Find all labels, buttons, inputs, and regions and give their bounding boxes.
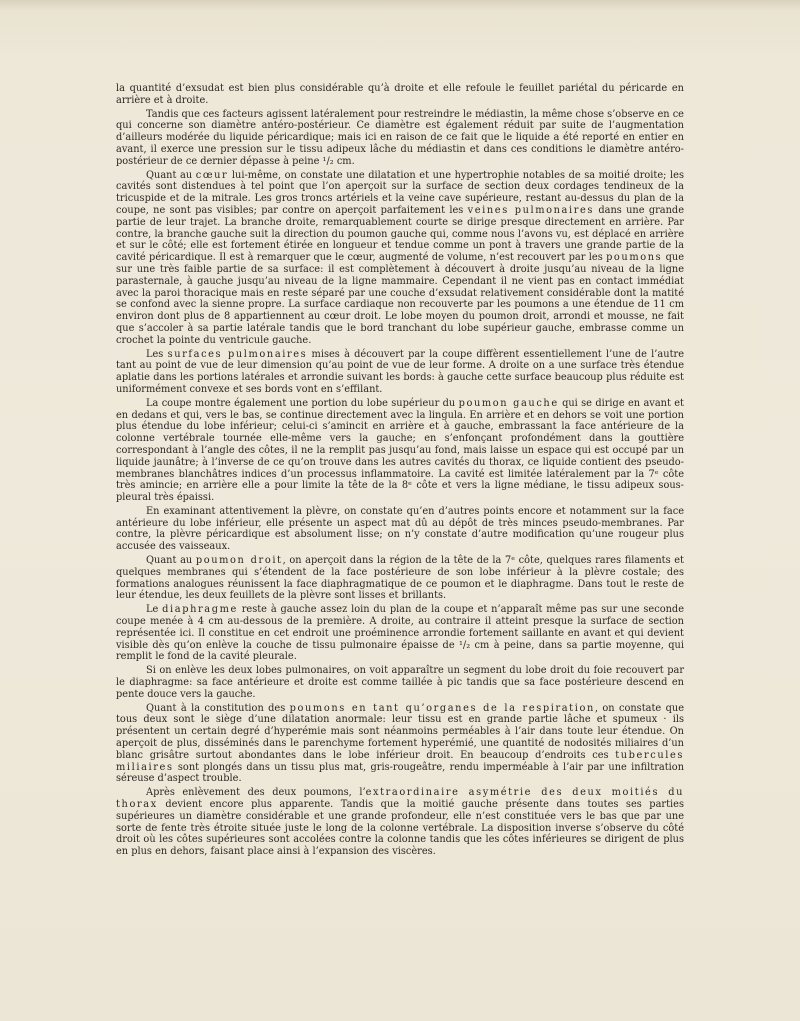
body-text — [116, 83, 684, 858]
paragraph-text: lui-même, on constate une dilatation et une hypertrophie notables de sa moitié droite; les cavités sont distendues à tel point que l’on aperçoit sur la surface de section deux cordages tendineux de la tricuspide et de la mitrale. Les gros troncs artériels et la veine cave supérieure, restant au-dessus du plan de la coupe, ne sont pas visibles; par contre on aperçoit parfaitement les — [116, 169, 685, 216]
paragraph-p9 — [116, 665, 684, 700]
spaced-emphasis-text: veines pulmonaires — [467, 204, 595, 216]
paragraph-text: Quant au — [146, 169, 196, 181]
paragraph-text: mises à découvert par la coupe diffèrent essentiellement l’une de l’autre tant au point de vue de leur dimension qu’au point de vue de leur forme. A droite on a une surface très étendue aplatie dans les portions latérales et arrondie suivant les bords: à gauche cette surface beaucoup plus réduite est uniformément convexe et ses bords vont en s’effilant. — [116, 348, 684, 395]
spaced-emphasis-text: poumon droit — [195, 555, 283, 567]
spaced-emphasis-text: cœur — [195, 169, 229, 181]
spaced-emphasis-text: poumon gauche — [458, 397, 559, 409]
paragraph-text: devient encore plus apparente. Tandis que la moitié gauche présente dans toutes ses parties supérieures un diamètre considérable et une grande profondeur, elle n’est constituée vers le bas que par une sorte de fente très étroite située juste le long de la colonne vertébrale. La disposition inverse s’observe du côté droit où les côtes supérieures sont accolées contre la colonne tandis que les côtes inférieures se dirigent de plus en plus en dehors, faisant place ainsi à l’expansion des viscères. — [116, 799, 684, 858]
paragraph-text: , on constate que tous deux sont le siège d’une dilatation anormale: leur tissu est en grande partie lâche et spumeux · ils présentent un certain degré d’hyperémie mais sont néanmoins perméables à l’air dans toute leur étendue. On aperçoit de plus, disséminés dans le parenchyme fortement hyperémié, une quantité de nodosités miliaires d’un blanc grisâtre surtout abondantes dans le lobe inférieur droit. En beaucoup d’endroits ces — [116, 702, 685, 761]
spaced-emphasis-text: poumons — [606, 252, 663, 264]
paragraph-p1 — [116, 83, 684, 107]
spaced-emphasis-text: tubercules miliaires — [116, 749, 684, 773]
spaced-emphasis-text: surfaces pulmonaires — [167, 348, 308, 360]
paragraph-p11 — [116, 787, 684, 858]
paragraph-p2 — [116, 109, 684, 168]
paragraph-p4 — [116, 349, 684, 396]
page-top-edge — [0, 0, 800, 10]
paragraph-p10 — [116, 703, 684, 786]
paragraph-text: reste à gauche assez loin du plan de la coupe et n’apparaît même pas sur une seconde coupe menée à 4 cm au-dessous de la première. A droite, au contraire il atteint presque la surface de section représentée ici. Il constitue en cet endroit une proéminence arrondie fortement saillante en avant et qui devient visible dès qu’on enlève la couche de tissu pulmonaire épaisse de ¹/₂ cm à peine, dans sa partie moyenne, qui remplit le fond de la cavité pleurale. — [116, 604, 684, 663]
spaced-emphasis-text: diaphragme — [162, 604, 238, 616]
paragraph-text: Tandis que ces facteurs agissent latéralement pour restreindre le médiastin, la même chose s’observe en ce qui concerne son diamètre antéro-postérieur. Ce diamètre est également réduit par suite de l’augmentation d’ailleurs modérée du liquide péricardique; mais ici en raison de ce fait que le liquide a été reporté en entier en avant, il exerce une pression sur le tissu adipeux lâche du médiastin et dans ces conditions le diamètre antéro-postérieur de ce dernier dépasse à peine ¹/₂ cm. — [116, 108, 684, 167]
paragraph-text: , on aperçoit dans la région de la tête de la 7ᵉ côte, quelques rares filaments et quelques membranes qui s’étendent de la face postérieure de son lobe inférieur à la plèvre costale; des formations analogues réunissent la face diaphragmatique de ce poumon et le diaphragme. Dans tout le reste de leur étendue, les deux feuillets de la plèvre sont lisses et brillants. — [116, 555, 684, 602]
paragraph-text: Quant à la constitution des — [146, 702, 290, 714]
paragraph-text: sont plongés dans un tissu plus mat, gris-rougeâtre, rendu imperméable à l’air par une infiltration séreuse d’aspect trouble. — [116, 761, 684, 785]
spaced-emphasis-text: extraordinaire asymétrie des deux moitiés du thorax — [116, 787, 684, 811]
paragraph-p6 — [116, 506, 684, 553]
spaced-emphasis-text: poumons en tant qu’organes de la respiration — [289, 702, 595, 714]
paragraph-text: Après enlèvement des deux poumons, l’ — [146, 787, 366, 799]
paragraph-text: En examinant attentivement la plèvre, on constate qu’en d’autres points encore et notamment sur la face antérieure du lobe inférieur, elle présente un aspect mat dû au dépôt de très minces pseudo-membranes. Par contre, la plèvre péricardique est absolument lisse; on n’y constate d’autre modification qu’une rougeur plus accusée des vaisseaux. — [116, 505, 684, 553]
paragraph-text: Si on enlève les deux lobes pulmonaires, on voit apparaître un segment du lobe droit du foie recouvert par le diaphragme: sa face antérieure et droite est comme taillée à pic tandis que sa face postérieure descend en pente douce vers la gauche. — [116, 665, 684, 700]
paragraph-p3 — [116, 170, 684, 347]
paragraph-text: La coupe montre également une portion du lobe supérieur du — [146, 397, 459, 409]
paragraph-text: Le — [146, 604, 163, 616]
paragraph-text: Quant au — [146, 555, 196, 567]
paragraph-text: qui se dirige en avant et en dedans et qui, vers le bas, se continue directement avec la lingula. En arrière et en dehors se voit une portion plus étendue du lobe inférieur; celui-ci s’amincit en arrière et à gauche, embrassant la face antérieure de la colonne vertébrale tournée elle-même vers la gauche; en s’enfonçant profondément dans la gouttière correspondant à l’angle des côtes, il ne la remplit pas jusqu’au fond, mais laisse un espace qui est occupé par un liquide jaunâtre; à l’inverse de ce qu’on trouve dans les autres cavités du thorax, ce liquide contient des pseudo-membranes blanchâtres indices d’un processus inflammatoire. La cavité est limitée latéralement par la 7ᵉ côte très amincie; en arrière elle a pour limite la tête de la 8ᵉ côte et vers la ligne médiane, le tissu adipeux sous-pleural très épaissi. — [116, 397, 684, 504]
paragraph-text: la quantité d’exsudat est bien plus considérable qu’à droite et elle refoule le feuillet pariétal du péricarde en arrière et à droite. — [116, 83, 684, 106]
paragraph-text: que sur une très faible partie de sa surface: il est complètement à découvert à droite jusqu’au niveau de la ligne parasternale, à gauche jusqu’au niveau de la ligne mammaire. Cependant il ne vient pas en contact immédiat avec la paroi thoracique mais en reste séparé par une couche d’exsudat relativement considérable dont la matité se confond avec la sienne propre. La surface cardiaque non recouverte par les poumons a une étendue de 11 cm environ dont plus de 8 appartiennent au cœur droit. Le lobe moyen du poumon droit, arrondi et mousse, ne fait que s’accoler à sa partie latérale tandis que le bord tranchant du lobe supérieur gauche, embrasse comme un crochet la pointe du ventricule gauche. — [116, 252, 684, 346]
paragraph-p8 — [116, 604, 684, 663]
paragraph-text: dans une grande partie de leur trajet. La branche droite, remarquablement courte se dirige presque directement en arrière. Par contre, la branche gauche suit la direction du poumon gauche qui, comme nous l’avons vu, est déplacé en arrière et sur le côté; elle est fortement étirée en longueur et tendue comme un pont à travers une grande partie de la cavité péricardique. Il est à remarquer que le cœur, augmenté de volume, n’est recouvert par les — [116, 204, 684, 264]
paragraph-p7 — [116, 555, 684, 602]
paragraph-text: Les — [146, 348, 168, 360]
paragraph-p5 — [116, 398, 684, 504]
